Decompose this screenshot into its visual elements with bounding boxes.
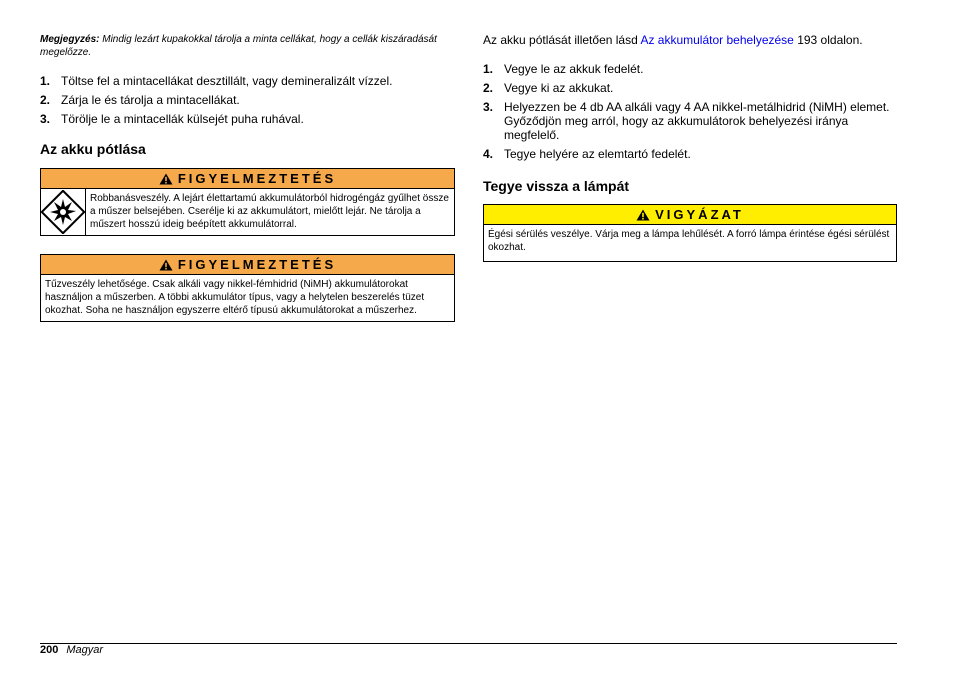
- caution-text: Égési sérülés veszélye. Várja meg a lámpa lehűlését. A forró lámpa érintése égési sérülést okozhat.: [488, 229, 890, 253]
- list-item: [483, 62, 897, 76]
- step-text: Helyezzen be 4 db AA alkáli vagy 4 AA nikkel-metálhidrid (NiMH) elemet. Győződjön meg arról, hogy az akkumulátorok behelyezési iránya megfelelő.: [504, 100, 890, 142]
- caution-box-burn: [483, 204, 897, 262]
- page-number: 200: [40, 644, 59, 656]
- reference-text: Az akku pótlását illetően lásd: [483, 33, 641, 47]
- step-text: Töltse fel a mintacellákat desztillált, vagy demineralizált vízzel.: [61, 74, 393, 88]
- step-number: 2.: [40, 93, 51, 107]
- warning-header-text: FIGYELMEZTETÉS: [177, 171, 337, 186]
- warning-triangle-icon: [636, 209, 650, 221]
- warning-header-text: FIGYELMEZTETÉS: [177, 257, 337, 272]
- pictogram-cell: [41, 189, 86, 235]
- footer-divider: [40, 643, 897, 644]
- battery-reference: [483, 33, 863, 47]
- page-footer: [40, 644, 103, 657]
- step-text: Vegye ki az akkukat.: [504, 81, 614, 95]
- step-number: 1.: [483, 62, 494, 76]
- list-item: [40, 93, 455, 107]
- step-number: 3.: [40, 112, 51, 126]
- right-step-list: [483, 62, 897, 166]
- warning-text: Tűzveszély lehetősége. Csak alkáli vagy nikkel-fémhidrid (NiMH) akkumulátorokat használjon a műszerben. A többi akkumulátor típus, vagy a helytelen beszerelés tüzet okozhat. Soha ne használjon egyszerre eltérő típusú akkumulátorokat a műszerhez.: [45, 279, 425, 316]
- step-text: Törölje le a mintacellák külsejét puha ruhával.: [61, 112, 304, 126]
- list-item: [483, 81, 897, 95]
- warning-triangle-icon: [159, 259, 173, 271]
- list-item: [40, 112, 455, 126]
- section-title-lamp: Tegye vissza a lámpát: [483, 178, 630, 194]
- step-text: Tegye helyére az elemtartó fedelét.: [504, 147, 691, 161]
- note: [40, 33, 440, 59]
- list-item: [483, 147, 897, 161]
- left-step-list: [40, 74, 455, 131]
- warning-box-explosion: [40, 168, 455, 236]
- warning-text: Robbanásveszély. A lejárt élettartamú akkumulátorból hidrogéngáz gyűlhet össze a műszer belsejében. Cserélje ki az akkumulátort, mielőtt lejár. Ne tárolja a műszert hosszú ideig beépített akkumulátorral.: [90, 193, 449, 230]
- caution-header: [484, 205, 896, 225]
- step-text: Vegye le az akkuk fedelét.: [504, 62, 644, 76]
- note-text: Mindig lezárt kupakokkal tárolja a minta cellákat, hogy a cellák kiszáradását megelőzze.: [40, 34, 437, 58]
- step-number: 2.: [483, 81, 494, 95]
- list-item: [40, 74, 455, 88]
- warning-box-fire: [40, 254, 455, 322]
- section-title-battery: Az akku pótlása: [40, 141, 146, 157]
- step-number: 3.: [483, 100, 494, 114]
- step-number: 1.: [40, 74, 51, 88]
- list-item: [483, 100, 897, 142]
- step-text: Zárja le és tárolja a mintacellákat.: [61, 93, 240, 107]
- warning-triangle-icon: [159, 173, 173, 185]
- caution-header-text: VIGYÁZAT: [655, 207, 744, 222]
- reference-page-text: 193 oldalon.: [793, 33, 863, 47]
- note-label: Megjegyzés:: [40, 34, 100, 45]
- explosion-hazard-icon: [41, 190, 85, 234]
- step-number: 4.: [483, 147, 494, 161]
- warning-header: [41, 169, 454, 189]
- footer-language: Magyar: [66, 644, 104, 656]
- warning-header: [41, 255, 454, 275]
- battery-install-link[interactable]: Az akkumulátor behelyezése: [640, 33, 794, 47]
